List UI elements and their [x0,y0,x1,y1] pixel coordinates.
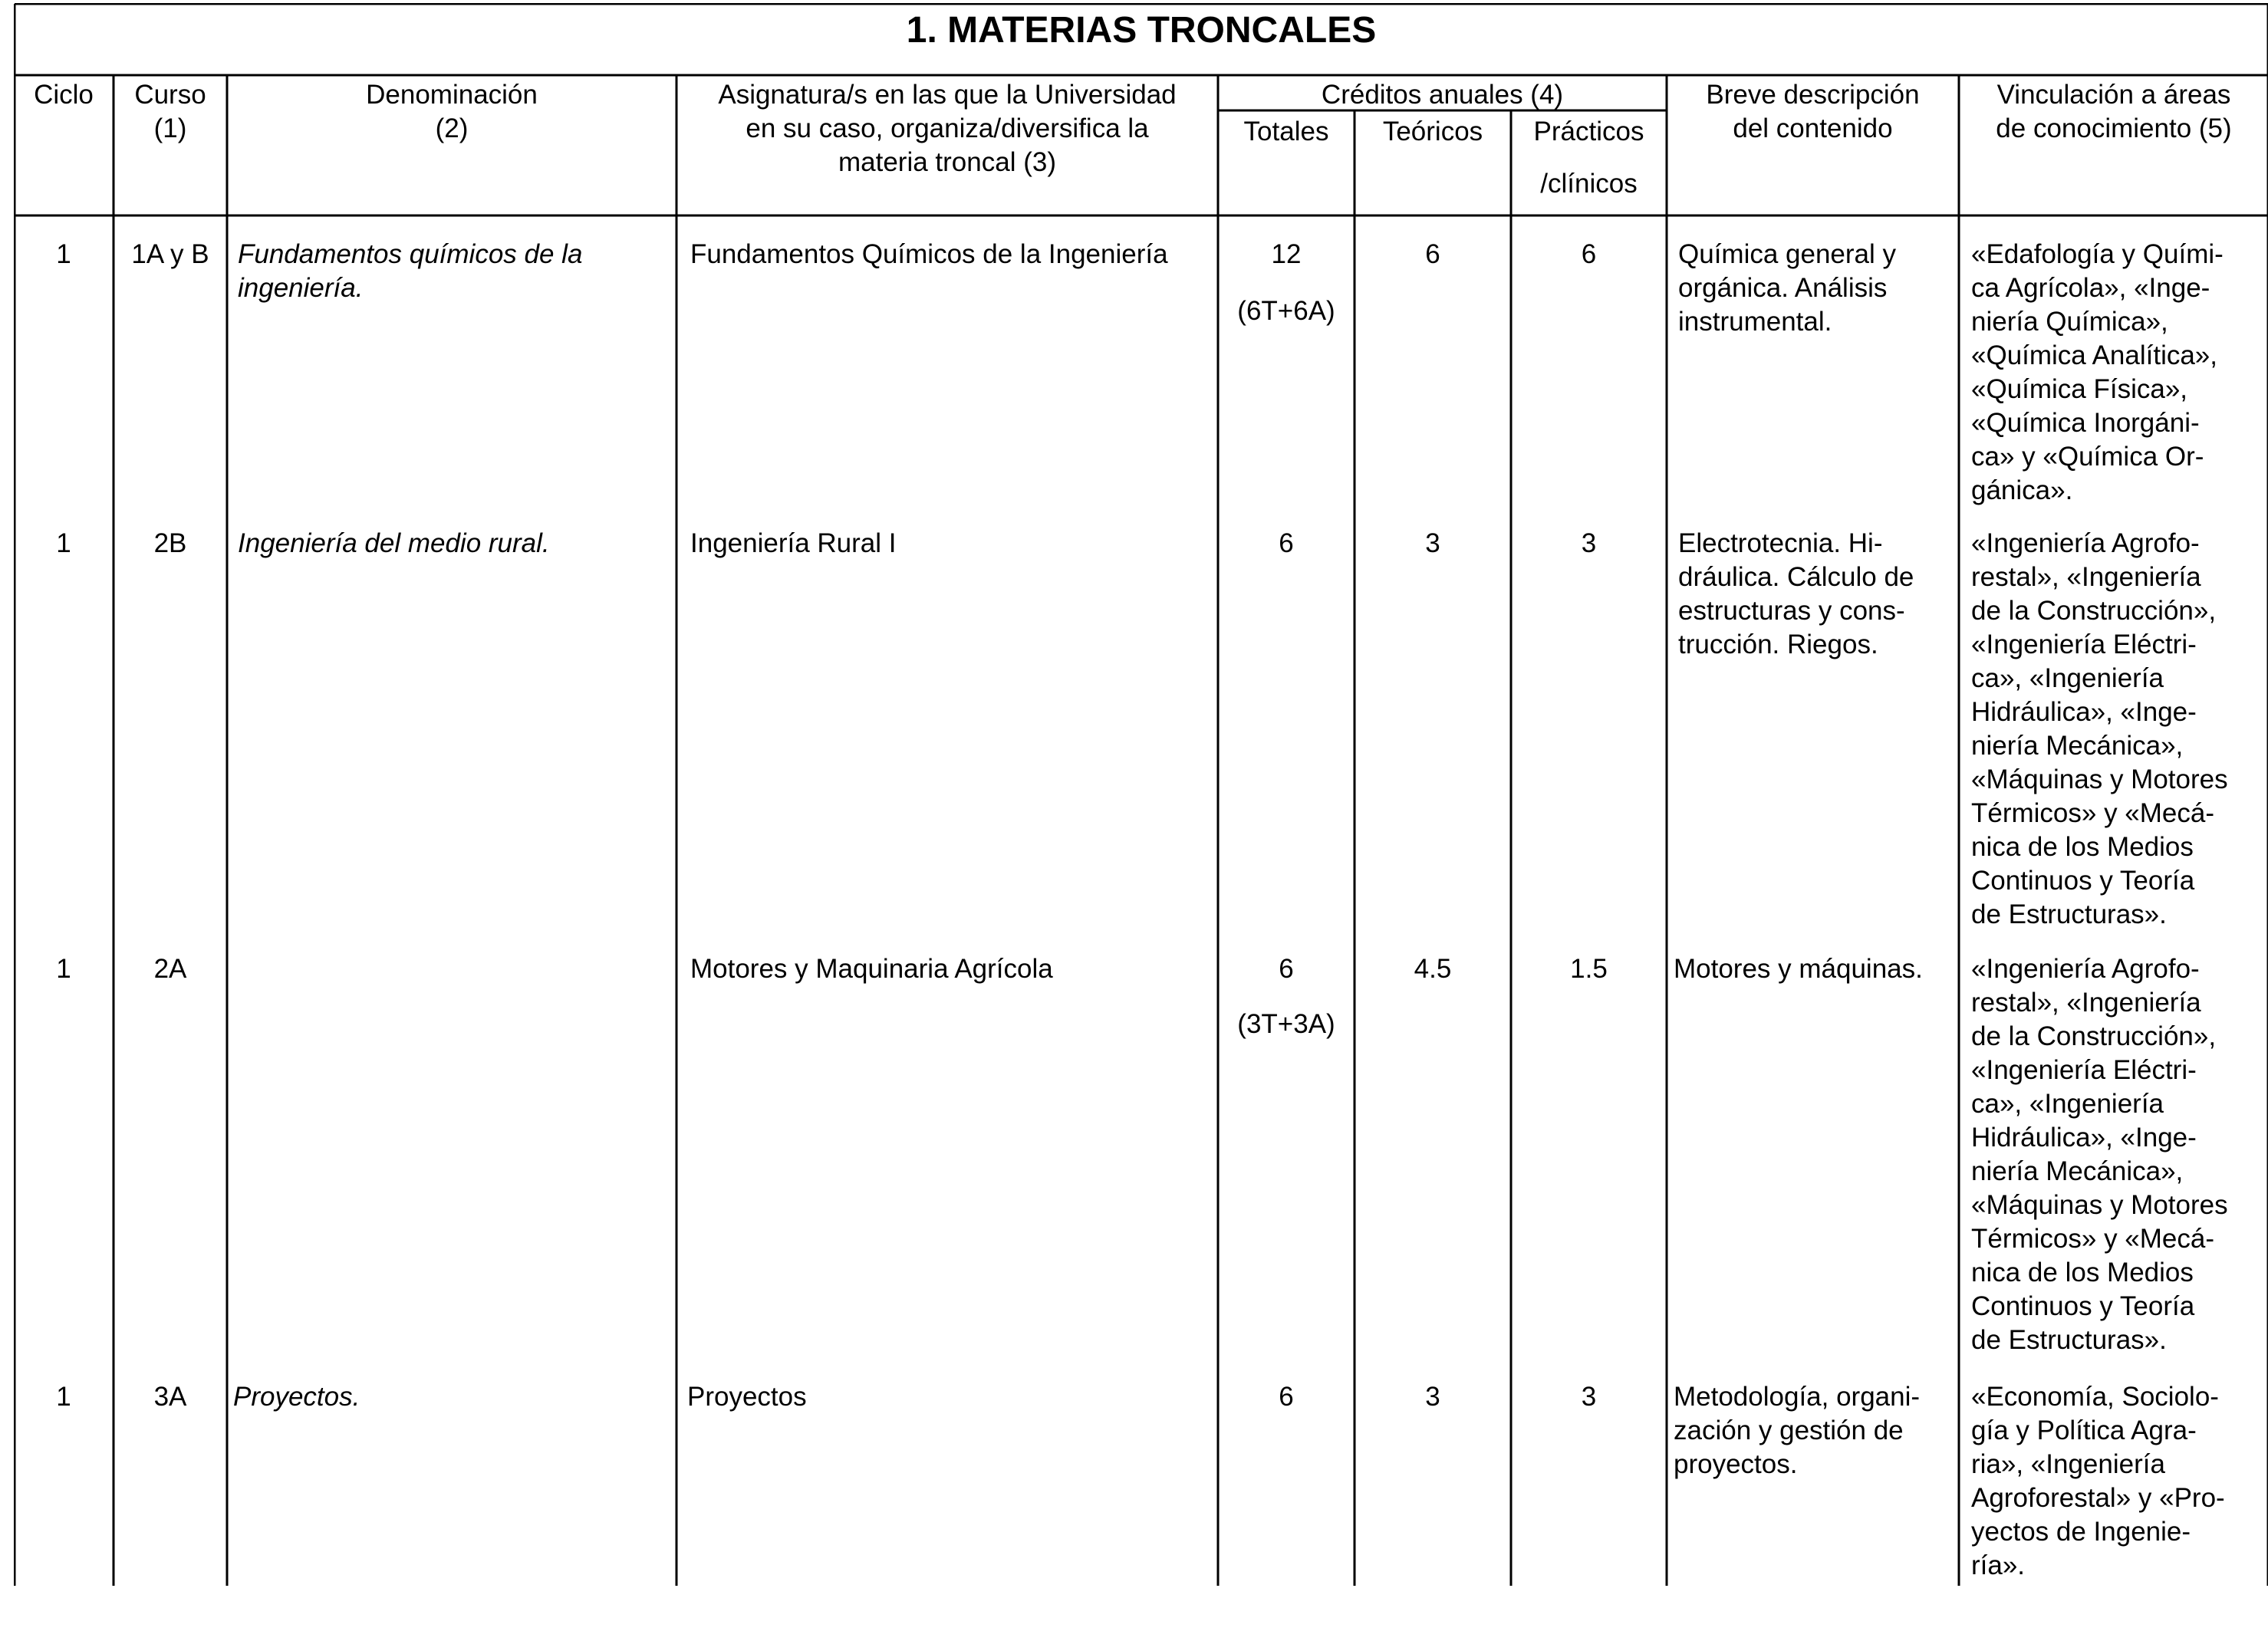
cell-descripcion [1674,1380,1959,1481]
cell-line: proyectos. [1674,1449,1798,1479]
header-curso-line: (1) [153,113,187,143]
cell-descripcion [1678,238,1958,339]
cell-line: «Economía, Sociolo- [1971,1382,2219,1412]
header-descripcion-line: del contenido [1733,113,1893,143]
cell-line: Metodología, organi- [1674,1382,1921,1412]
cell-ciclo: 1 [56,528,71,558]
cell-practicos: 3 [1581,1382,1597,1412]
cell-practicos: 1.5 [1570,954,1608,984]
cell-line: ría». [1971,1550,2026,1580]
cell-line: Continuos y Teoría [1971,1291,2195,1321]
cell-line: dráulica. Cálculo de [1678,562,1914,592]
cell-line: orgánica. Análisis [1678,273,1888,303]
cell-line: de Estructuras». [1971,899,2167,929]
cell-line: Química general y [1678,239,1897,269]
cell-denominacion [238,238,675,305]
cell-curso: 2B [153,528,187,558]
cell-line: «Química Analítica», [1971,340,2217,370]
cell-line: ca» y «Química Or- [1971,442,2204,472]
cell-line: nica de los Medios [1971,1258,2194,1287]
cell-line: «Ingeniería Eléctri- [1971,630,2197,659]
cell-line: Hidráulica», «Inge- [1971,1123,2197,1153]
cell-asignatura: Proyectos [687,1382,807,1412]
cell-line: «Ingeniería Agrofo- [1971,954,2200,984]
header-practicos-line: /clínicos [1540,169,1638,199]
cell-line: «Edafología y Quími- [1971,239,2224,269]
cell-line: Térmicos» y «Mecá- [1971,1224,2215,1254]
header-vinculacion [1959,78,2268,146]
header-denominacion-line: Denominación [366,80,538,110]
cell-line: ria», «Ingeniería [1971,1449,2165,1479]
cell-line: de Estructuras». [1971,1325,2167,1355]
cell-totales: 6 [1279,954,1294,984]
cell-line: Motores y máquinas. [1674,954,1923,984]
cell-descripcion [1674,952,1959,986]
header-vinculacion-line: de conocimiento (5) [1996,113,2232,143]
cell-line: Agroforestal» y «Pro- [1971,1483,2225,1513]
cell-curso: 3A [153,1382,187,1412]
cell-line: estructuras y cons- [1678,596,1905,626]
header-denominacion [227,78,676,146]
cell-teoricos: 6 [1425,239,1440,269]
cell-line: de la Construcción», [1971,1021,2217,1051]
cell-ciclo: 1 [56,954,71,984]
page-title: 1. MATERIAS TRONCALES [906,10,1377,51]
cell-asignatura: Fundamentos Químicos de la Ingeniería [690,239,1168,269]
cell-line: gánica». [1971,475,2073,505]
cell-line: niería Mecánica», [1971,1156,2184,1186]
header-descripcion [1667,78,1959,146]
cell-vinculacion [1971,952,2267,1357]
cell-line: ca», «Ingeniería [1971,663,2164,693]
cell-totales-extra: (3T+3A) [1237,1009,1335,1039]
cell-totales: 6 [1279,1382,1294,1412]
header-curso-line: Curso [134,80,206,110]
cell-curso: 1A y B [131,239,209,269]
cell-descripcion [1678,527,1958,662]
cell-line: niería Química», [1971,307,2168,337]
header-asignatura [676,78,1218,179]
cell-line: Continuos y Teoría [1971,866,2195,896]
cell-line: niería Mecánica», [1971,731,2184,761]
cell-line: «Ingeniería Eléctri- [1971,1055,2197,1085]
cell-line: ca», «Ingeniería [1971,1089,2164,1119]
cell-teoricos: 3 [1425,528,1440,558]
header-vinculacion-line: Vinculación a áreas [1996,80,2231,110]
cell-line: instrumental. [1678,307,1832,337]
cell-line: Térmicos» y «Mecá- [1971,798,2215,828]
cell-line: ingeniería. [238,273,364,303]
cell-denominacion [233,1380,675,1414]
cell-teoricos: 4.5 [1414,954,1452,984]
header-totales: Totales [1243,117,1329,146]
header-teoricos: Teóricos [1382,117,1483,146]
cell-line: «Química Física», [1971,374,2188,404]
cell-line: Ingeniería del medio rural. [238,528,550,558]
cell-totales-extra: (6T+6A) [1237,296,1335,326]
cell-totales: 12 [1271,239,1302,269]
header-practicos [1511,115,1667,201]
cell-practicos: 3 [1581,528,1597,558]
document-page [14,3,2268,1586]
cell-line: «Ingeniería Agrofo- [1971,528,2200,558]
header-denominacion-line: (2) [435,113,469,143]
header-asignatura-line: Asignatura/s en las que la Universidad [718,80,1177,110]
cell-vinculacion [1971,238,2267,508]
cell-line: Proyectos. [233,1382,360,1412]
header-ciclo: Ciclo [34,80,94,110]
header-asignatura-line: materia troncal (3) [838,147,1056,177]
cell-asignatura: Ingeniería Rural I [690,528,897,558]
cell-line: yectos de Ingenie- [1971,1517,2191,1547]
cell-line: de la Construcción», [1971,596,2217,626]
cell-line: «Máquinas y Motores [1971,1190,2228,1220]
cell-line: «Química Inorgáni- [1971,408,2200,438]
cell-line: Fundamentos químicos de la [238,239,583,269]
cell-line: nica de los Medios [1971,832,2194,862]
cell-line: Hidráulica», «Inge- [1971,697,2197,727]
header-descripcion-line: Breve descripción [1706,80,1920,110]
cell-teoricos: 3 [1425,1382,1440,1412]
cell-line: Electrotecnia. Hi- [1678,528,1883,558]
header-creditos: Créditos anuales (4) [1321,80,1564,110]
cell-ciclo: 1 [56,239,71,269]
header-curso [114,78,227,146]
cell-line: restal», «Ingeniería [1971,562,2201,592]
cell-line: restal», «Ingeniería [1971,988,2201,1018]
cell-denominacion [238,527,675,561]
cell-curso: 2A [153,954,187,984]
cell-line: «Máquinas y Motores [1971,765,2228,794]
cell-line: zación y gestión de [1674,1416,1904,1445]
cell-vinculacion [1971,1380,2267,1583]
cell-line: gía y Política Agra- [1971,1416,2197,1445]
cell-totales: 6 [1279,528,1294,558]
cell-vinculacion [1971,527,2267,932]
cell-line: ca Agrícola», «Inge- [1971,273,2210,303]
header-asignatura-line: en su caso, organiza/diversifica la [746,113,1149,143]
header-practicos-line: Prácticos [1533,117,1644,146]
cell-practicos: 6 [1581,239,1597,269]
cell-asignatura: Motores y Maquinaria Agrícola [690,954,1053,984]
cell-line: trucción. Riegos. [1678,630,1878,659]
cell-ciclo: 1 [56,1382,71,1412]
